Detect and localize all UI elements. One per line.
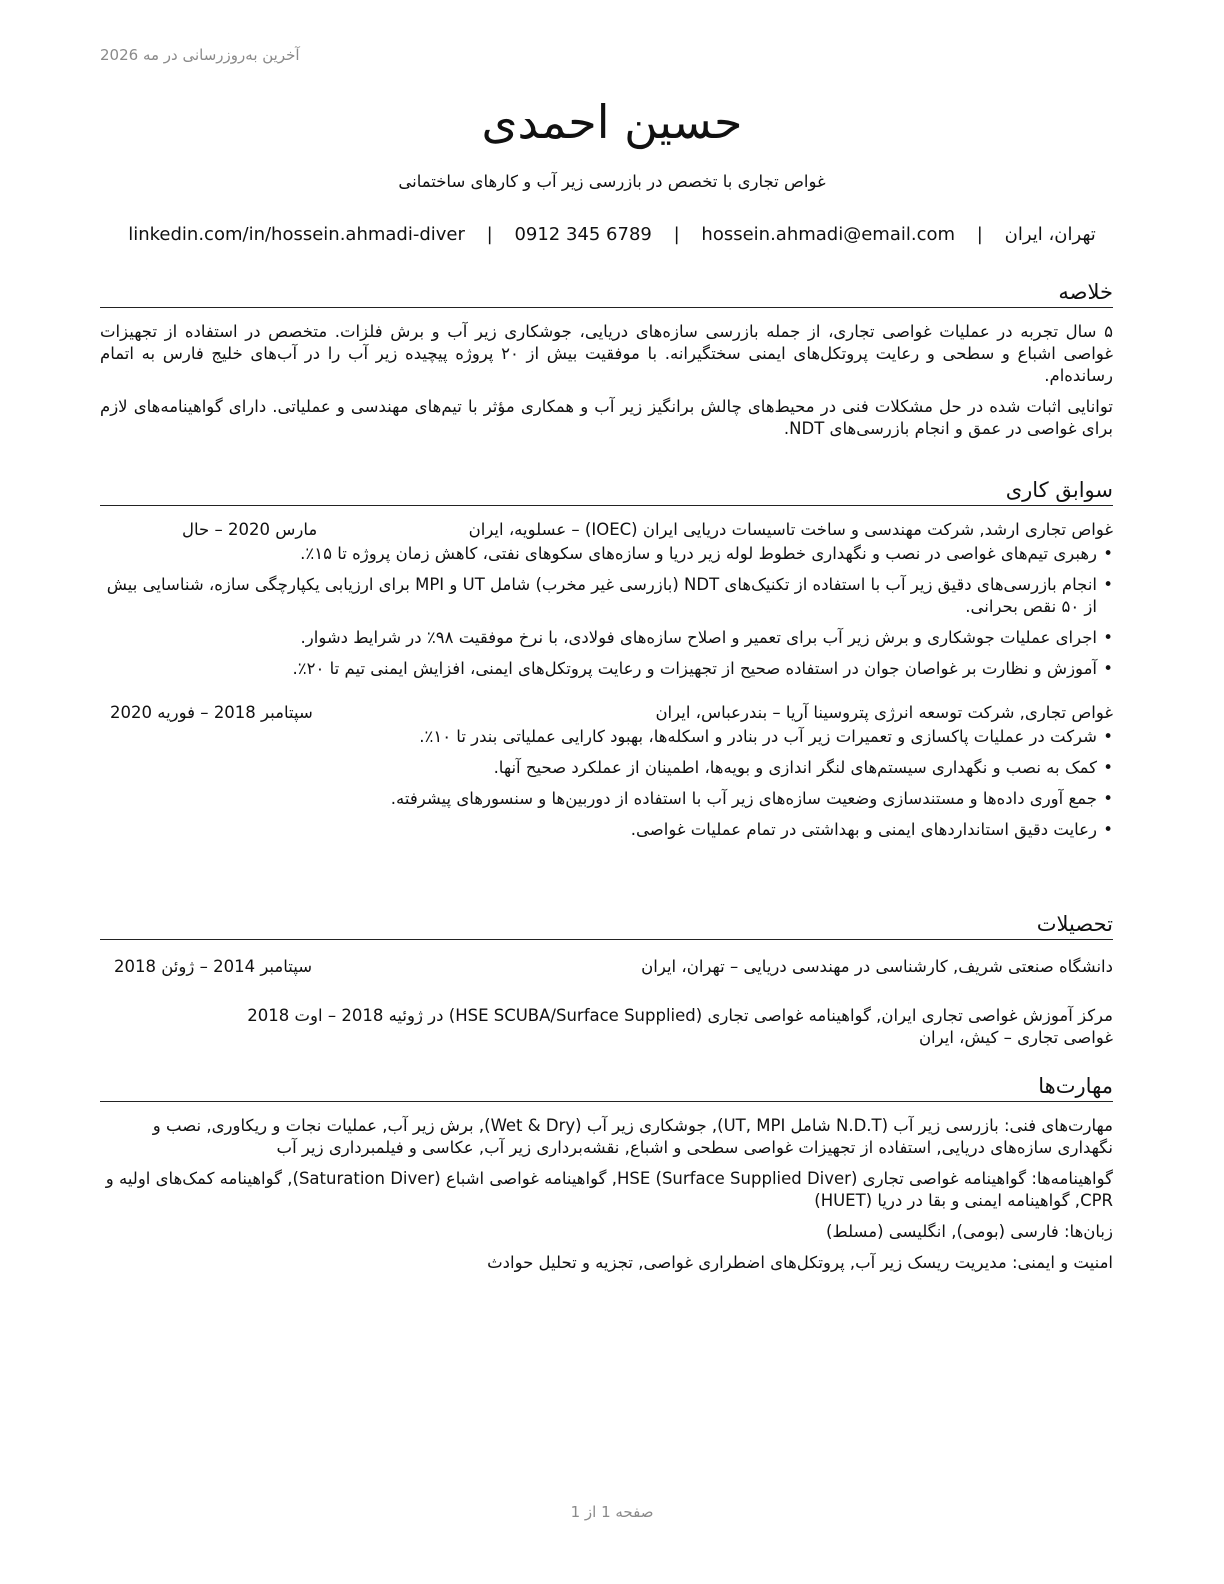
job-bullets <box>100 543 1113 680</box>
section-title-skills: مهارت‌ها <box>100 1073 1113 1102</box>
contact-location: تهران، ایران <box>1004 224 1096 245</box>
list-item: • کمک به نصب و نگهداری سیستم‌های لنگر اندازی و بویه‌ها، اطمینان از عملکرد صحیح آنها. <box>100 757 1113 779</box>
contact-separator: | <box>486 224 493 245</box>
contact-phone[interactable]: 0912 345 6789 <box>514 224 652 245</box>
education-line: غواصی تجاری – کیش، ایران <box>918 1028 1113 1047</box>
skill-item: زبان‌ها: فارسی (بومی), انگلیسی (مسلط) <box>825 1222 1113 1241</box>
job-dates: مارس 2020 – حال <box>182 520 318 539</box>
section-title-education: تحصیلات <box>100 911 1113 940</box>
contact-email[interactable]: hossein.ahmadi@email.com <box>701 224 956 245</box>
candidate-name: حسین احمدی <box>481 95 743 149</box>
section-title-experience: سوابق کاری <box>100 477 1113 506</box>
skills-list <box>100 1115 1113 1274</box>
education-text: دانشگاه صنعتی شریف, کارشناسی در مهندسی دریایی – تهران، ایران <box>641 957 1113 976</box>
skill-item: مهارت‌های فنی: بازرسی زیر آب (N.D.T شامل UT, MPI), جوشکاری زیر آب (Wet & Dry), برش زیر آب, عملیات نجات و ریکاوری, نصب و نگهداری سازه‌های دریایی, استفاده از تجهیزات غواصی سطحی و اشباع, نقشه‌برداری زیر آب, عکاسی و فیلمبرداری زیر آب <box>152 1116 1113 1157</box>
section-title-summary: خلاصه <box>100 279 1113 308</box>
job-title: غواص تجاری ارشد, شرکت مهندسی و ساخت تاسیسات دریایی ایران (IOEC) – عسلویه، ایران <box>468 520 1113 539</box>
contact-separator: | <box>976 224 983 245</box>
skill-item: امنیت و ایمنی: مدیریت ریسک زیر آب, پروتکل‌های اضطراری غواصی, تجزیه و تحلیل حوادث <box>487 1253 1113 1272</box>
list-item: • آموزش و نظارت بر غواصان جوان در استفاده صحیح از تجهیزات و رعایت پروتکل‌های ایمنی، افزایش ایمنی تیم تا ۲۰٪. <box>100 658 1113 680</box>
summary-paragraph: ۵ سال تجربه در عملیات غواصی تجاری، از جمله بازرسی سازه‌های دریایی، جوشکاری زیر آب و برش فلزات. متخصص در استفاده از تجهیزات غواصی اشباع و سطحی و رعایت پروتکل‌های ایمنی سختگیرانه. با موفقیت بیش از ۲۰ پروژه پیچیده زیر آب را در آب‌های خلیج فارس به اتمام رسانده‌ام. <box>100 322 1113 385</box>
list-item: • انجام بازرسی‌های دقیق زیر آب با استفاده از تکنیک‌های NDT (بازرسی غیر مخرب) شامل UT و MPI برای ارزیابی یکپارچگی سازه، شناسایی بیش از ۵۰ نقص بحرانی. <box>100 574 1113 618</box>
list-item: • رعایت دقیق استانداردهای ایمنی و بهداشتی در تمام عملیات غواصی. <box>100 819 1113 841</box>
contact-line <box>100 224 1124 245</box>
list-item: • اجرای عملیات جوشکاری و برش زیر آب برای تعمیر و اصلاح سازه‌های فولادی، با نرخ موفقیت ۹۸٪ در شرایط دشوار. <box>100 627 1113 649</box>
contact-separator: | <box>673 224 680 245</box>
contact-linkedin[interactable]: linkedin.com/in/hossein.ahmadi-diver <box>128 224 465 245</box>
job-header <box>100 702 1113 726</box>
education-section <box>100 911 1113 1049</box>
page-number: صفحه 1 از 1 <box>570 1503 654 1521</box>
education-item <box>100 1005 1113 1049</box>
list-item: • رهبری تیم‌های غواصی در نصب و نگهداری خطوط لوله زیر دریا و سازه‌های سکوهای نفتی، کاهش زمان پروژه تا ۱۵٪. <box>100 543 1113 565</box>
last-updated: آخرین به‌روزرسانی در مه 2026 <box>100 46 300 64</box>
summary-paragraph: توانایی اثبات شده در حل مشکلات فنی در محیط‌های چالش برانگیز زیر آب و همکاری مؤثر با تیم‌های مهندسی و عملیاتی. دارای گواهینامه‌های لازم برای غواصی در عمق و انجام بازرسی‌های NDT. <box>100 397 1113 438</box>
job-dates: سپتامبر 2018 – فوریه 2020 <box>110 703 313 722</box>
skills-section <box>100 1073 1113 1283</box>
education-dates: سپتامبر 2014 – ژوئن 2018 <box>114 957 313 976</box>
summary-section <box>100 279 1113 440</box>
job-bullets <box>100 726 1113 841</box>
tagline: غواص تجاری با تخصص در بازرسی زیر آب و کارهای ساختمانی <box>398 172 826 191</box>
education-line: مرکز آموزش غواصی تجاری ایران, گواهینامه غواصی تجاری (HSE SCUBA/Surface Supplied) در ژوئیه 2018 – اوت 2018 <box>247 1006 1113 1025</box>
list-item: • جمع آوری داده‌ها و مستندسازی وضعیت سازه‌های زیر آب با استفاده از دوربین‌ها و سنسورهای پیشرفته. <box>100 788 1113 810</box>
job-header <box>100 519 1113 543</box>
job-title: غواص تجاری, شرکت توسعه انرژی پتروسینا آریا – بندرعباس، ایران <box>655 703 1113 722</box>
education-item <box>100 956 1113 980</box>
list-item: • شرکت در عملیات پاکسازی و تعمیرات زیر آب در بنادر و اسکله‌ها، بهبود کارایی عملیاتی بندر تا ۱۰٪. <box>100 726 1113 748</box>
skill-item: گواهینامه‌ها: گواهینامه غواصی تجاری HSE (Surface Supplied Diver), گواهینامه غواصی اشباع (Saturation Diver), گواهینامه کمک‌های اولیه و CPR, گواهینامه ایمنی و بقا در دریا (HUET) <box>105 1169 1113 1210</box>
experience-section <box>100 477 1113 850</box>
